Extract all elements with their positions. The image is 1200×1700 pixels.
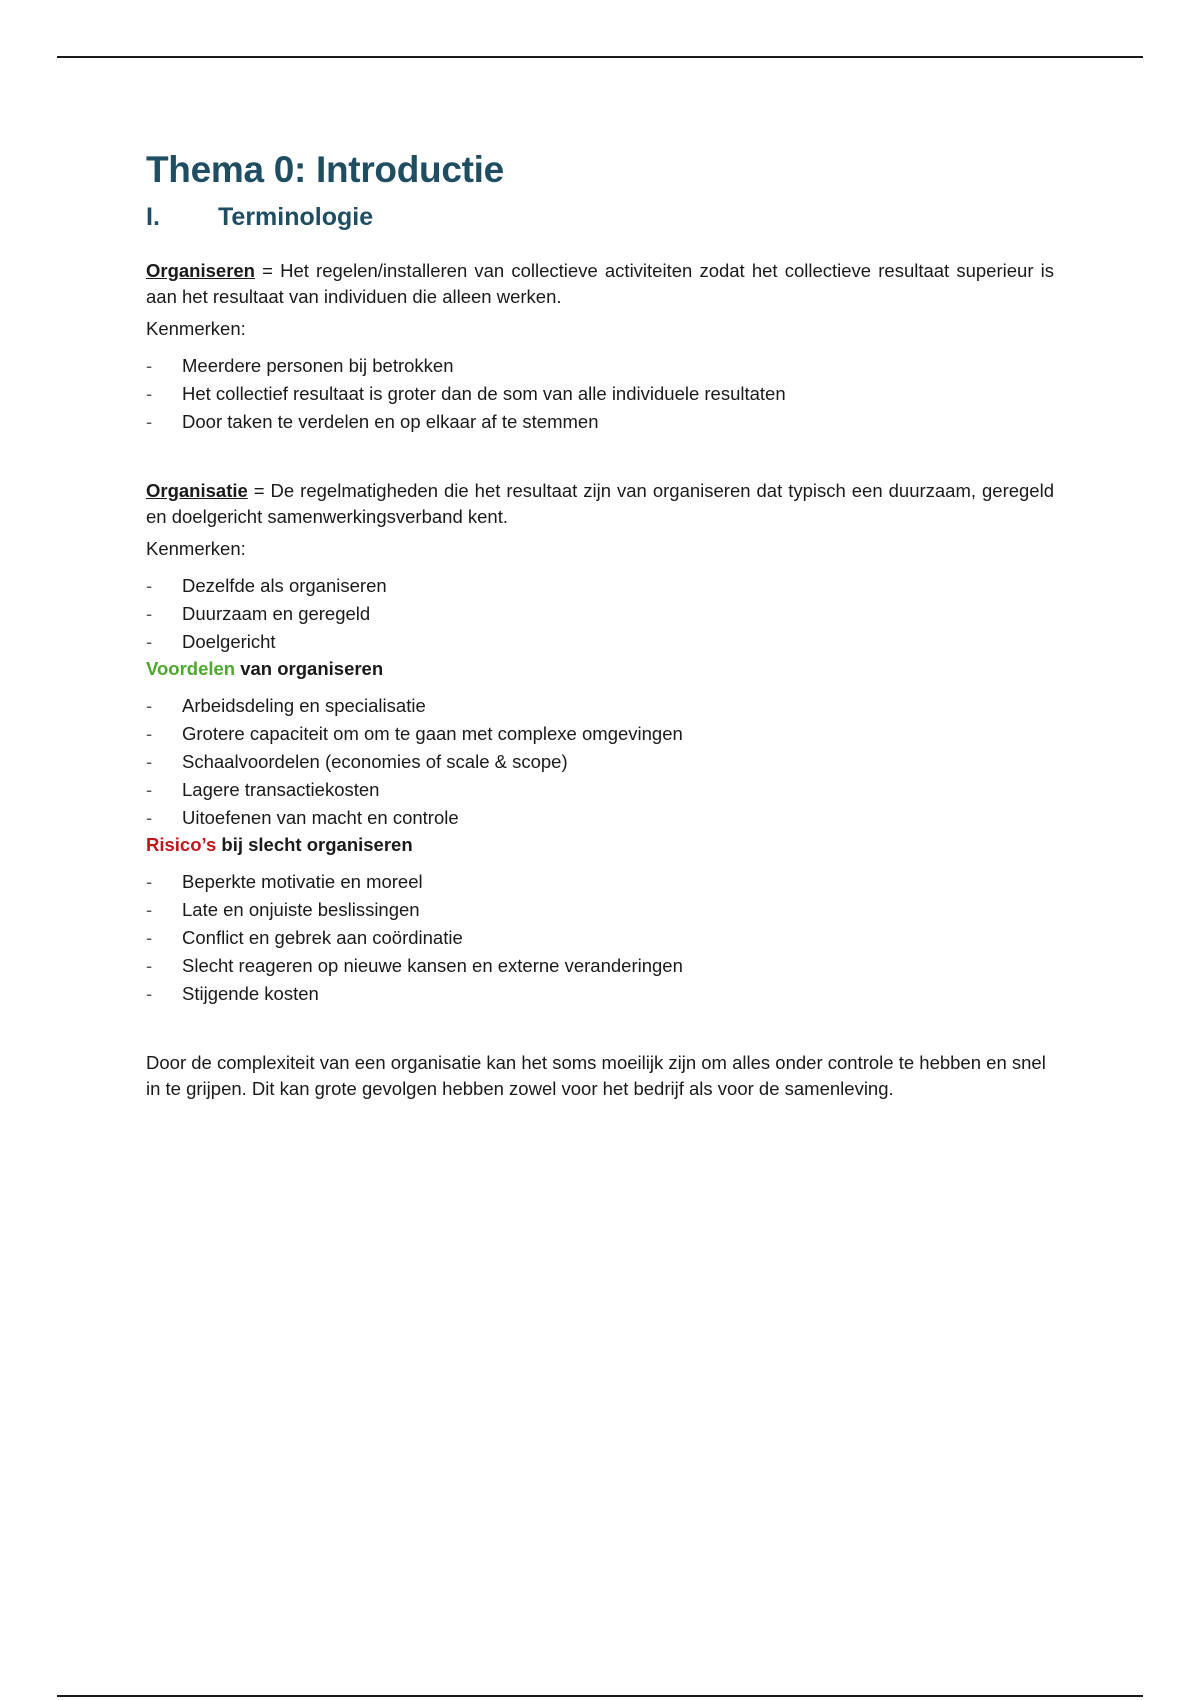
risicos-heading xyxy=(146,832,1054,858)
kenmerken-label: Kenmerken: xyxy=(146,318,246,339)
section-title: Terminologie xyxy=(218,203,374,231)
bullet-dash: - xyxy=(146,807,153,828)
kenmerken-label: Kenmerken: xyxy=(146,538,246,559)
list-item: - Arbeidsdeling en specialisatie xyxy=(146,692,1054,720)
bullet-dash: - xyxy=(146,411,153,432)
list-item: - Meerdere personen bij betrokken xyxy=(146,352,1054,380)
bullet-dash: - xyxy=(146,779,153,800)
bullet-dash: - xyxy=(146,899,153,920)
list-item: - Het collectief resultaat is groter dan de som van alle individuele resultaten xyxy=(146,380,1054,408)
list-item: - Stijgende kosten xyxy=(146,980,1054,1008)
voordelen-heading-rest: van organiseren xyxy=(235,658,384,679)
risicos-heading-rest: bij slecht organiseren xyxy=(216,834,413,855)
bullet-dash: - xyxy=(146,695,153,716)
risicos-highlight: Risico’s xyxy=(146,834,217,855)
list-item: - Doelgericht xyxy=(146,628,1054,656)
list-item: - Dezelfde als organiseren xyxy=(146,572,1054,600)
bullet-dash: - xyxy=(146,871,153,892)
bullet-dash: - xyxy=(146,355,153,376)
bullet-dash: - xyxy=(146,955,153,976)
list-item: - Beperkte motivatie en moreel xyxy=(146,868,1054,896)
bullet-dash: - xyxy=(146,751,153,772)
list-item: - Grotere capaciteit om om te gaan met complexe omgevingen xyxy=(146,720,1054,748)
bullet-dash: - xyxy=(146,631,153,652)
list-item: - Door taken te verdelen en op elkaar af te stemmen xyxy=(146,408,1054,436)
term-organiseren: Organiseren xyxy=(146,260,255,281)
list-item: - Lagere transactiekosten xyxy=(146,776,1054,804)
section-heading xyxy=(146,200,1054,234)
list-item: - Slecht reageren op nieuwe kansen en externe veranderingen xyxy=(146,952,1054,980)
document-body xyxy=(146,146,1054,1102)
voordelen-highlight: Voordelen xyxy=(146,658,236,679)
closing-paragraph: Door de complexiteit van een organisatie kan het soms moeilijk zijn om alles onder controle te hebben en snel in te grijpen. Dit kan grote gevolgen hebben zowel voor het bedrijf als voor de samenleving. xyxy=(146,1052,1046,1099)
bullet-dash: - xyxy=(146,723,153,744)
voordelen-list xyxy=(146,692,1054,832)
bullet-dash: - xyxy=(146,575,153,596)
kenmerken-list-organiseren xyxy=(146,352,1054,436)
footer-rule xyxy=(57,1695,1143,1697)
list-item: - Schaalvoordelen (economies of scale & scope) xyxy=(146,748,1054,776)
bullet-dash: - xyxy=(146,983,153,1004)
definition-organiseren xyxy=(146,258,1054,310)
page-title: Thema 0: Introductie xyxy=(146,149,504,190)
voordelen-heading xyxy=(146,656,1054,682)
kenmerken-list-organisatie xyxy=(146,572,1054,656)
definition-organisatie xyxy=(146,478,1054,530)
risicos-list xyxy=(146,868,1054,1008)
definition-organisatie-text: = De regelmatigheden die het resultaat zijn van organiseren dat typisch een duurzaam, geregeld en doelgericht samenwerkingsverband kent. xyxy=(146,480,1054,527)
definition-organiseren-text: = Het regelen/installeren van collectieve activiteiten zodat het collectieve resultaat superieur is aan het resultaat van individuen die alleen werken. xyxy=(146,260,1054,307)
list-item: - Duurzaam en geregeld xyxy=(146,600,1054,628)
list-item: - Conflict en gebrek aan coördinatie xyxy=(146,924,1054,952)
bullet-dash: - xyxy=(146,383,153,404)
list-item: - Late en onjuiste beslissingen xyxy=(146,896,1054,924)
section-number: I. xyxy=(146,203,160,231)
list-item: - Uitoefenen van macht en controle xyxy=(146,804,1054,832)
bullet-dash: - xyxy=(146,603,153,624)
header-rule xyxy=(57,56,1143,58)
bullet-dash: - xyxy=(146,927,153,948)
term-organisatie: Organisatie xyxy=(146,480,248,501)
